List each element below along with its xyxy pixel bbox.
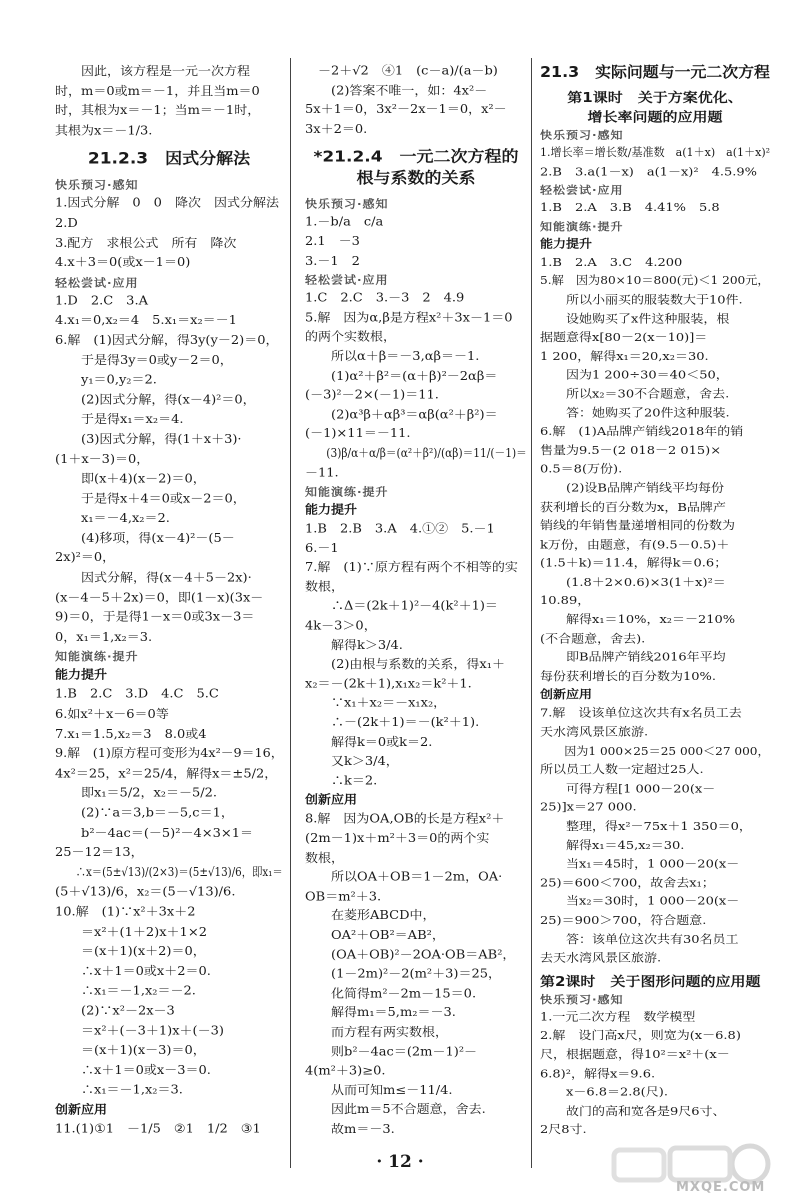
text-line: (2)∵x²－2x－3 (55, 1004, 175, 1019)
text-line: (1.5＋k)＝11.4，解得k＝0.6； (540, 557, 728, 571)
text-line: 于是得3y＝0或y－2＝0， (55, 353, 233, 368)
text-line: (2)答案不唯一，如：4x²－ (305, 84, 488, 98)
text-line: ∴Δ＝(2k＋1)²－4(k²＋1)＝ (305, 600, 498, 614)
text-line: 8.解 因为OA,OB的长是方程x²＋ (305, 812, 505, 827)
text-line: 7.x₁＝1.5,x₂＝3 8.0或4 (55, 727, 207, 742)
text-line: 25)＝900＞700，符合题意. (540, 914, 707, 928)
text-line: x－6.8＝2.8(尺). (540, 1086, 668, 1100)
column-left (55, 62, 283, 1140)
text-line: ∴x＋1＝0或x－3＝0. (55, 1063, 211, 1078)
text-line: 2.解 设门高x尺，则宽为(x－6.8) (540, 1029, 741, 1043)
text-line: ＝x²＋(－3＋1)x＋(－3) (55, 1024, 224, 1038)
subsection-title: 创新应用 (305, 793, 358, 808)
text-line: 其根为x＝－1/3. (55, 124, 153, 138)
text-line: 整理，得x²－75x＋1 350＝0， (540, 820, 752, 834)
text-line: OB＝m²＋3. (305, 890, 382, 904)
text-line: 4.x＋3＝0(或x－1＝0) (55, 256, 191, 271)
text-line: 所以α＋β＝－3,αβ＝－1. (305, 350, 480, 364)
column-divider-2 (531, 58, 532, 1168)
lesson-heading: 第2课时 关于图形问题的应用题 (540, 973, 761, 990)
text-line: 0，x₁＝1,x₂＝3. (55, 630, 153, 645)
text-line: x₁＝－4,x₂＝2. (55, 511, 170, 526)
text-line: OA²＋OB²＝AB²， (305, 929, 445, 943)
text-line: 2尺8寸. (540, 1123, 587, 1137)
text-line: 4x²＝25，x²＝25/4，解得x＝±5/2， (55, 767, 278, 781)
text-line: 的两个实数根， (305, 330, 397, 345)
subsection-label: 轻松尝试·应用 (305, 273, 389, 287)
text-line: ∴x＝(5±√13)/(2×3)＝(5±√13)/6，即x₁＝ (55, 865, 283, 880)
text-line: 2.1 －3 (305, 235, 360, 249)
text-line: ＝x²＋(1＋2)x＋1×2 (55, 925, 207, 940)
text-line: 7.解 设该单位这次共有x名员工去 (540, 707, 742, 721)
text-line: 销线的年销售量递增相同的份数为 (540, 519, 736, 533)
subsection-title: 创新应用 (540, 688, 593, 703)
text-line: 去天水湾风景区旅游. (540, 951, 662, 966)
text-line: 时，其根为x＝－1；当m＝－1时， (55, 104, 261, 119)
text-line: 在菱形ABCD中， (305, 909, 436, 924)
text-line: 即B品牌产销线2016年平均 (540, 651, 726, 665)
text-line: 即(x＋4)(x－2)＝0， (55, 472, 206, 487)
text-line: (3)β/α＋α/β＝(α²＋β²)/(αβ)＝11/(－1)＝ (305, 446, 527, 461)
text-line: 又k＞3/4， (305, 755, 399, 769)
text-line: 4k－3＞0， (305, 619, 377, 633)
text-line: 6.解 (1)A品牌产销线2018年的销 (540, 425, 744, 439)
text-line: 化简得m²－2m－15＝0. (305, 987, 477, 1001)
subsection-label: 知能演练·提升 (305, 485, 389, 499)
text-line: 据题意得x[80－2(x－10)]＝ (540, 331, 708, 345)
text-line: 因为1 200÷30＝40＜50， (540, 369, 729, 383)
text-line: 因式分解，得(x－4＋5－2x)· (55, 571, 252, 586)
text-line: 4(m²＋3)≥0. (305, 1064, 386, 1079)
text-line: 10.89， (540, 594, 591, 608)
subsection-label: 轻松尝试·应用 (540, 184, 624, 197)
subsection-label: 快乐预习·感知 (55, 178, 139, 192)
text-line: 于是得x₁＝x₂＝4. (55, 413, 184, 427)
text-line: 从而可知m≤－11/4. (305, 1084, 453, 1098)
text-line: 设她购买了x件这种服装，根 (540, 312, 730, 326)
text-line: 9.解 (1)原方程可变形为4x²－9＝16， (55, 747, 284, 762)
text-line: 5.解 因为α,β是方程x²＋3x－1＝0 (305, 311, 513, 325)
text-line: 故m＝－3. (305, 1122, 395, 1137)
section-heading: 21.2.3 因式分解法 (87, 150, 251, 169)
column-divider-1 (290, 58, 291, 1168)
text-line: (2)设B品牌产销线平均每份 (540, 481, 724, 496)
text-line: 5.解 因为80×10＝800(元)＜1 200元， (540, 274, 770, 289)
text-line: 而方程有两实数根， (305, 1025, 449, 1040)
text-line: 0.5＝8(万份). (540, 463, 623, 477)
text-line: ＝(x＋1)(x－3)＝0， (55, 1043, 206, 1058)
text-line: ∴k＝2. (305, 774, 378, 788)
text-line: 1.B 2.A 3.C 4.200 (540, 256, 683, 270)
text-line: 所以x₂＝30不合题意，舍去. (540, 387, 730, 401)
text-line: 11.(1)①1 －1/5 ②1 1/2 ③1 (55, 1122, 261, 1137)
text-line: (2)α³β＋αβ³＝αβ(α²＋β²)＝ (305, 408, 498, 422)
text-line: 6.8)²，解得x＝9.6. (540, 1067, 656, 1081)
text-line: 25)]x＝27 000. (540, 801, 637, 815)
subsection-label: 轻松尝试·应用 (55, 276, 139, 289)
text-line: ∴x₁＝－1,x₂＝－2. (55, 984, 196, 999)
text-line: 解得x₁＝10%，x₂＝－210% (540, 613, 736, 627)
column-right (540, 62, 770, 1140)
text-line: 则b²－4ac＝(2m－1)²－ (305, 1045, 478, 1059)
text-line: (x－4－5＋2x)＝0，即(1－x)(3x－ (55, 591, 264, 605)
text-line: ∵x₁＋x₂＝－x₁x₂， (305, 696, 447, 711)
text-line: 所以小丽买的服装数大于10件. (540, 293, 743, 307)
text-line: (2)因式分解，得(x－4)²＝0， (55, 393, 256, 408)
subsection-label: 知能演练·提升 (55, 650, 139, 664)
text-line: (1＋x－3)＝0， (55, 452, 150, 467)
section-heading-continued: 根与系数的关系 (356, 170, 476, 189)
text-line: 答：她购买了20件这种服装. (540, 406, 730, 420)
text-line: (2m－1)x＋m²＋3＝0的两个实 (305, 832, 490, 846)
text-line: 当x₁＝45时，1 000－20(x－ (540, 857, 740, 871)
text-line: 25－12＝13， (55, 846, 144, 860)
lesson-heading: 第1课时 关于方案优化、 (567, 89, 743, 106)
subsection-label: 知能演练·提升 (540, 220, 624, 233)
text-line: 因为1 000×25＝25 000＜27 000， (540, 744, 770, 759)
text-line: 6.－1 (305, 541, 339, 556)
text-line: 3.－1 2 (305, 254, 360, 269)
text-line: ∴x₁＝－1,x₂＝3. (55, 1083, 183, 1098)
text-line: 4.x₁＝0,x₂＝4 5.x₁＝x₂＝－1 (55, 314, 237, 328)
watermark-text: MXQE.COM (676, 1180, 766, 1195)
text-line: －2＋√2 ④1 (c－a)/(a－b) (305, 64, 498, 79)
text-line: 解得x₁＝45,x₂＝30. (540, 839, 685, 853)
text-line: 1.增长率＝增长数/基准数 a(1＋x) a(1＋x)² (540, 146, 771, 160)
text-line: 所以员工人数一定超过25人. (540, 763, 704, 777)
text-line: 于是得x＋4＝0或x－2＝0， (55, 492, 246, 506)
text-line: 6.如x²＋x－6＝0等 (55, 707, 169, 722)
subsection-label: 快乐预习·感知 (540, 129, 624, 142)
text-line: 6.解 (1)因式分解，得3y(y－2)＝0， (55, 333, 279, 348)
text-line: 1.B 2.B 3.A 4.①② 5.－1 (305, 522, 495, 537)
text-line: (1)α²＋β²＝(α＋β)²－2αβ＝ (305, 369, 498, 383)
text-line: 3x＋2＝0. (305, 122, 368, 137)
text-line: －11. (305, 466, 339, 480)
text-line: b²－4ac＝(－5)²－4×3×1＝ (55, 826, 254, 841)
text-line: 1 200，解得x₁＝20,x₂＝30. (540, 350, 709, 364)
text-line: 时，m＝0或m＝－1，并且当m＝0 (55, 84, 260, 99)
text-line: (－1)×11＝－11. (305, 427, 411, 442)
text-line: 数根， (305, 580, 345, 595)
text-line: 1.C 2.C 3.－3 2 4.9 (305, 291, 465, 306)
text-line: (3)因式分解，得(1＋x＋3)· (55, 432, 242, 447)
text-line: 售量为9.5－(2 018－2 015)× (540, 444, 722, 458)
text-line: 5x＋1＝0，3x²－2x－1＝0，x²－ (305, 103, 507, 117)
text-line: 获利增长的百分数为x，B品牌产 (540, 500, 726, 514)
text-line: 1.D 2.C 3.A (55, 294, 148, 309)
text-line: ＝(x＋1)(x＋2)＝0， (55, 945, 206, 959)
text-line: 可得方程[1 000－20(x－ (540, 782, 716, 796)
text-line: x₂＝－(2k＋1),x₁x₂＝k²＋1. (305, 677, 472, 692)
text-line: 2.B 3.a(1－x) a(1－x)² 4.5.9% (540, 165, 757, 179)
text-line: 1.－b/a c/a (305, 215, 384, 230)
subsection-title: 能力提升 (540, 237, 593, 251)
column-middle (305, 62, 527, 1140)
subsection-label: 快乐预习·感知 (540, 993, 624, 1006)
text-line: (5＋√13)/6，x₂＝(5－√13)/6. (55, 885, 236, 900)
text-line: 解得k＞3/4. (305, 638, 403, 653)
text-line: (OA＋OB)²－2OA·OB＝AB²， (305, 948, 516, 962)
text-line: 当x₂＝30时，1 000－20(x－ (540, 895, 740, 909)
text-line: 解得k＝0或k＝2. (305, 735, 433, 750)
text-line: (2)∵a＝3,b＝－5,c＝1， (55, 806, 234, 821)
text-line: 7.解 (1)∵原方程有两个不相等的实 (305, 561, 518, 575)
text-line: 故门的高和宽各是9尺6寸、 (540, 1104, 726, 1119)
text-line: 每份获利增长的百分数为10%. (540, 670, 717, 684)
text-line: 因此m＝5不合题意，舍去. (305, 1103, 486, 1117)
subsection-title: 创新应用 (55, 1103, 108, 1118)
text-line: k万份，由题意，有(9.5－0.5)＋ (540, 538, 730, 552)
text-line: 所以OA＋OB＝1－2m，OA· (305, 870, 503, 885)
text-line: 3.配方 求根公式 所有 降次 (55, 236, 237, 251)
text-line: 即x₁＝5/2，x₂＝－5/2. (55, 786, 218, 801)
text-line: ∴－(2k＋1)＝－(k²＋1). (305, 716, 480, 730)
lesson-heading: 增长率问题的应用题 (587, 109, 723, 125)
section-heading: 21.3 实际问题与一元二次方程 (540, 63, 770, 82)
text-line: 因此，该方程是一元一次方程 (55, 64, 251, 79)
page-number: · 12 · (376, 1152, 424, 1172)
text-line: 1.因式分解 0 0 降次 因式分解法 (55, 196, 279, 211)
text-line: (2)由根与系数的关系，得x₁＋ (305, 658, 505, 672)
text-line: (1.8＋2×0.6)×3(1＋x)²＝ (540, 576, 726, 590)
text-line: 1.B 2.A 3.B 4.41% 5.8 (540, 201, 720, 215)
section-heading: *21.2.4 一元二次方程的 (313, 148, 519, 167)
text-line: 25)＝600＜700，故舍去x₁； (540, 876, 715, 890)
text-line: 10.解 (1)∵x²＋3x＋2 (55, 905, 196, 920)
subsection-title: 能力提升 (55, 668, 108, 683)
text-line: 尺，根据题意，得10²＝x²＋(x－ (540, 1048, 730, 1062)
text-line: 解得m₁＝5,m₂＝－3. (305, 1006, 456, 1021)
text-line: 数根， (305, 851, 345, 865)
text-line: 1.B 2.C 3.D 4.C 5.C (55, 687, 219, 702)
subsection-title: 能力提升 (305, 503, 358, 518)
text-line: (－3)²－2×(－1)＝11. (305, 388, 439, 403)
text-line: 天水湾风景区旅游. (540, 726, 649, 740)
text-line: 答：该单位这次共有30名员工 (540, 933, 739, 947)
text-line: 2.D (55, 216, 78, 231)
text-line: 2x)²＝0， (55, 551, 116, 566)
text-line: (1－2m)²－2(m²＋3)＝25， (305, 967, 501, 982)
text-line: ∴x＋1＝0或x＋2＝0. (55, 964, 211, 979)
text-line: 1.一元二次方程 数学模型 (540, 1010, 696, 1024)
subsection-label: 快乐预习·感知 (305, 197, 389, 211)
text-line: (4)移项，得(x－4)²－(5－ (55, 531, 235, 546)
text-line: 9)＝0，于是得1－x＝0或3x－3＝ (55, 610, 255, 625)
text-line: (不合题意，舍去). (540, 632, 646, 646)
text-line: y₁＝0,y₂＝2. (55, 373, 157, 388)
